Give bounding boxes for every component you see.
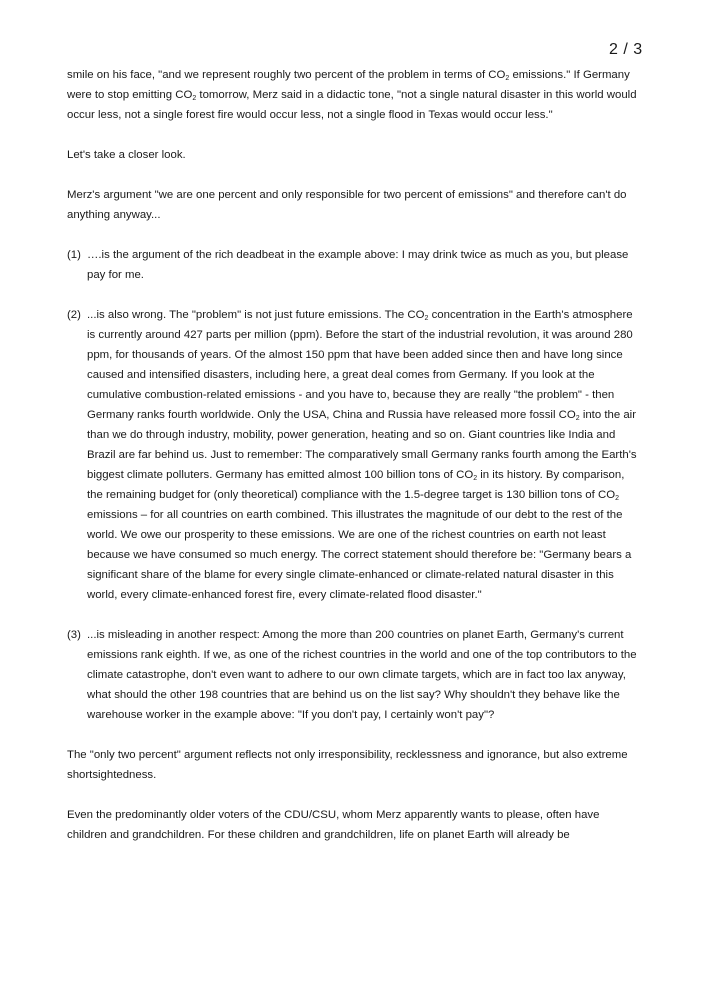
page-number: 2 / 3 [609,41,643,58]
list-item [67,305,639,605]
list-item-number: (3) [67,629,81,641]
paragraph: Merz's argument "we are one percent and only responsible for two percent of emissions" and therefore can't do anything anyway... [67,189,627,221]
document-body [67,65,639,845]
paragraph: Even the predominantly older voters of the CDU/CSU, whom Merz apparently wants to please, often have children and grandchildren. For these children and grandchildren, life on planet Earth will already be [67,809,600,841]
list-item-text: ...is also wrong. The "problem" is not just future emissions. The $CO_2$ concentration in the Earth's atmosphere is currently around 427 parts per million (ppm). Before the start of the industrial revolution, it was around 280 ppm, for thousands of years. Of the almost 150 ppm that have been added since then and have long since caused and intensified disasters, including here, a great deal comes from Germany. If you look at the cumulative combustion-related emissions - and you have to, because they are really "the problem" - then Germany ranks fourth worldwide. Only the USA, China and Russia have released more fossil $CO_2$ into the air than we do through industry, mobility, power generation, heating and so on. Giant countries like India and Brazil are far behind us. Just to remember: The comparatively small Germany ranks fourth among the Earth's biggest climate polluters. Germany has emitted almost 100 billion tons of $CO_2$ in its history. By comparison, the remaining budget for (only theoretical) compliance with the 1.5-degree target is 130 billion tons of $CO_2$ emissions – for all countries on earth combined. This illustrates the magnitude of our debt to the rest of the world. We owe our prosperity to these emissions. We are one of the richest countries on earth not least because we have consumed so much energy. The correct statement should therefore be: "Germany bears a significant share of the blame for every single climate-enhanced or climate-related natural disaster in this world, every climate-enhanced forest fire, every climate-related flood disaster." [87,309,637,601]
paragraph: smile on his face, "and we represent roughly two percent of the problem in terms of $CO_2$ emissions." If Germany were to stop emitting $CO_2$ tomorrow, Merz said in a didactic tone, "not a single natural disaster in this world would occur less, not a single forest fire would occur less, not a single flood in Texas would occur less." [67,69,637,121]
paragraph: The "only two percent" argument reflects not only irresponsibility, recklessness and ignorance, but also extreme shortsightedness. [67,749,628,781]
list-item [67,625,639,725]
list-item-text: ….is the argument of the rich deadbeat in the example above: I may drink twice as much as you, but please pay for me. [87,249,629,281]
list-item-number: (1) [67,249,81,261]
paragraph: Let's take a closer look. [67,149,186,161]
list-item-number: (2) [67,309,81,321]
list-item [67,245,639,285]
list-item-text: ...is misleading in another respect: Among the more than 200 countries on planet Earth, Germany's current emissions rank eighth. If we, as one of the richest countries in the world and one of the top contributors to the climate catastrophe, don't even want to adhere to our own climate targets, which are in fact too lax anyway, what should the other 198 countries that are behind us on the list say? Why shouldn't they behave like the warehouse worker in the example above: "If you don't pay, I certainly won't pay"? [87,629,637,721]
